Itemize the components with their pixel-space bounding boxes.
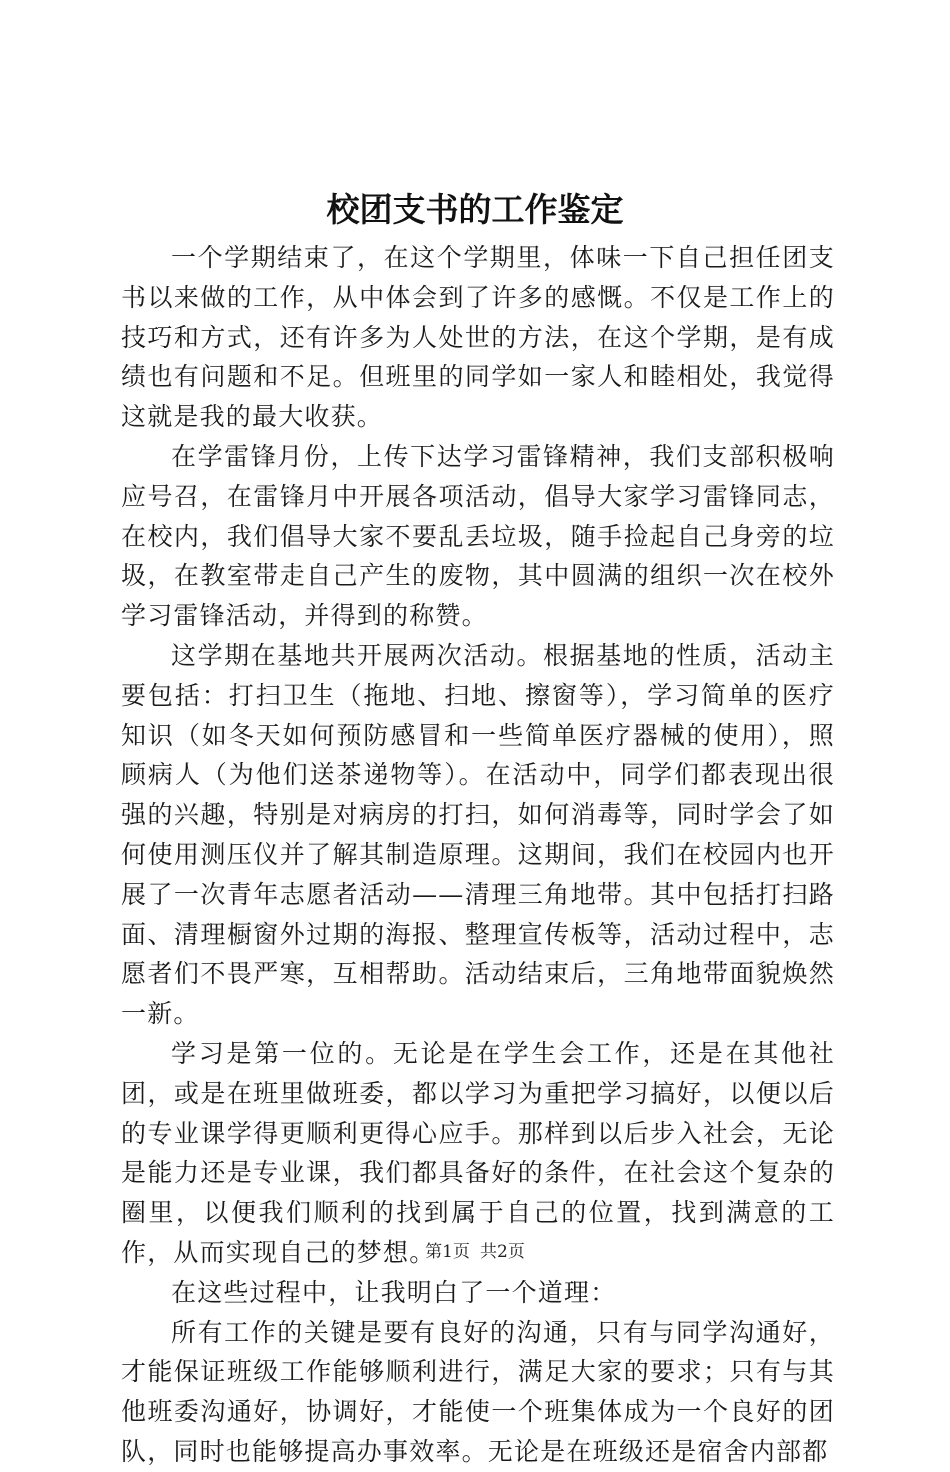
document-body bbox=[121, 238, 835, 1472]
paragraph-6: 所有工作的关键是要有良好的沟通，只有与同学沟通好，才能保证班级工作能够顺利进行，满足大家的要求；只有与其他班委沟通好，协调好，才能使一个班集体成为一个良好的团队，同时也能够提高办事效率。无论是在班级还是宿舍内部都 bbox=[121, 1317, 835, 1466]
paragraph-1: 一个学期结束了，在这个学期里，体味一下自己担任团支书以来做的工作，从中体会到了许多的感慨。不仅是工作上的技巧和方式，还有许多为人处世的方法，在这个学期，是有成绩也有问题和不足。但班里的同学如一家人和睦相处，我觉得这就是我的最大收获。 bbox=[121, 243, 835, 432]
paragraph-2: 在学雷锋月份，上传下达学习雷锋精神，我们支部积极响应号召，在雷锋月中开展各项活动，倡导大家学习雷锋同志，在校内，我们倡导大家不要乱丢垃圾，随手捡起自己身旁的垃圾，在教室带走自己产生的废物，其中圆满的组织一次在校外学习雷锋活动，并得到的称赞。 bbox=[121, 441, 835, 631]
paragraph-3: 这学期在基地共开展两次活动。根据基地的性质，活动主要包括：打扫卫生（拖地、扫地、擦窗等），学习简单的医疗知识（如冬天如何预防感冒和一些简单医疗器械的使用），照顾病人（为他们送茶递物等）。在活动中，同学们都表现出很强的兴趣，特别是对病房的打扫，如何消毒等，同时学会了如何使用测压仪并了解其制造原理。这期间，我们在校园内也开展了一次青年志愿者活动——清理三角地带。其中包括打扫路面、清理橱窗外过期的海报、整理宣传板等，活动过程中，志愿者们不畏严寒，互相帮助。活动结束后，三角地带面貌焕然一新。 bbox=[121, 640, 835, 1029]
paragraph-5: 在这些过程中，让我明白了一个道理： bbox=[171, 1277, 617, 1307]
page-number: 第1页 bbox=[425, 1242, 470, 1262]
page-total: 共2页 bbox=[480, 1242, 525, 1262]
page-footer bbox=[0, 1240, 950, 1264]
document-title: 校团支书的工作鉴定 bbox=[326, 190, 624, 229]
paragraph-4: 学习是第一位的。无论是在学生会工作，还是在其他社团，或是在班里做班委，都以学习为重把学习搞好，以便以后的专业课学得更顺利更得心应手。那样到以后步入社会，无论是能力还是专业课，我们都具备好的条件，在社会这个复杂的圈里，以便我们顺利的找到属于自己的位置，找到满意的工作，从而实现自己的梦想。 bbox=[121, 1038, 835, 1267]
